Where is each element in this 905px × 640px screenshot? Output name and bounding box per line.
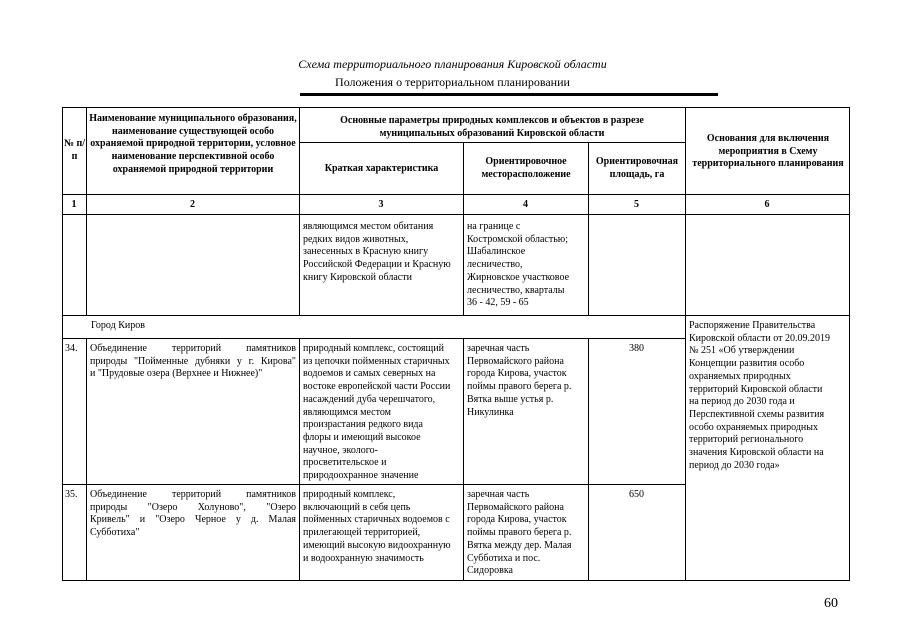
col-header-number: № п/п <box>63 138 86 162</box>
row-number: 34. <box>65 343 78 354</box>
row-area: 650 <box>629 489 644 500</box>
row-location: заречная часть Первомайского района города Кирова, участок поймы правого берега р. Вятка между дер. Малая Субботиха и пос. Сидоровка <box>467 489 572 577</box>
col-header-characteristic: Краткая характеристика <box>324 163 439 174</box>
col-number-4: 4 <box>523 199 528 210</box>
col-number-3: 3 <box>378 199 384 210</box>
col-header-location: Ориентировочное месторасположение <box>481 156 571 180</box>
row-characteristic: природный комплекс, состоящий из цепочки пойменных старичных водоемов и самых северных на востоке европейской части России насаждений дуба черешчатого, являющимся местом произрастания редкого вида флоры и имеющий высокое научное, эколого- просветительское и природоохранное значение <box>303 343 451 482</box>
col-header-params: Основные параметры природных комплексов и объектов в разрезе муниципальных образований Кировской области <box>340 115 644 139</box>
row-location: заречная часть Первомайского района города Кирова, участок поймы правого берега р. Вятка выше устья р. Никулинка <box>467 343 572 418</box>
document-subtitle: Положения о территориальном планировании <box>335 75 570 89</box>
basis-text: Распоряжение Правительства Кировской области от 20.09.2019 № 251 «Об утверждении Концепции развития особо охраняемых природных территорий Кировской области на период до 2030 года и Перспективной схемы развития особо охраняемых природных территорий регионального значения Кировской области на период до 2030 года» <box>689 320 830 471</box>
col-header-name: Наименование муниципального образования, наименование существующей особо охраняемой природной территории, условное наименование перспективной особо охраняемой природной территории <box>89 113 297 175</box>
col-header-area: Ориентировочная площадь, га <box>595 156 679 180</box>
document-title: Схема территориального планирования Кировской области <box>298 57 607 71</box>
row-name: Объединение территорий памятников природы "Озеро Холуново", "Озеро Кривель" и "Озеро Черное у д. Малая Субботиха" <box>90 489 296 539</box>
continuation-location: на границе с Костромской областью; Шабалинское лесничество, Жирновское участковое лесничество, кварталы 36 - 42, 59 - 65 <box>467 221 570 309</box>
continuation-characteristic: являющимся местом обитания редких видов животных, занесенных в Красную книгу Российской Федерации и Красную книгу Кировской области <box>303 221 451 283</box>
page-number: 60 <box>824 596 838 611</box>
row-number: 35. <box>65 489 78 500</box>
row-characteristic: природный комплекс, включающий в себя цепь пойменных старичных водоемов с прилегающей территорией, имеющий высокую видоохранную и водоохранную значимость <box>303 489 451 564</box>
col-number-5: 5 <box>634 199 639 210</box>
header-underline <box>300 93 718 96</box>
row-area: 380 <box>629 343 644 354</box>
row-name: Объединение территорий памятников природы "Пойменные дубняки у г. Кирова" и "Прудовые озера (Верхнее и Нижнее)" <box>90 343 296 380</box>
col-number-2: 2 <box>190 199 195 210</box>
col-number-6: 6 <box>764 199 770 210</box>
col-header-basis: Основания для включения мероприятия в Схему территориального планирования <box>692 133 844 170</box>
col-number-1: 1 <box>71 199 77 210</box>
group-title: Город Киров <box>91 320 145 331</box>
